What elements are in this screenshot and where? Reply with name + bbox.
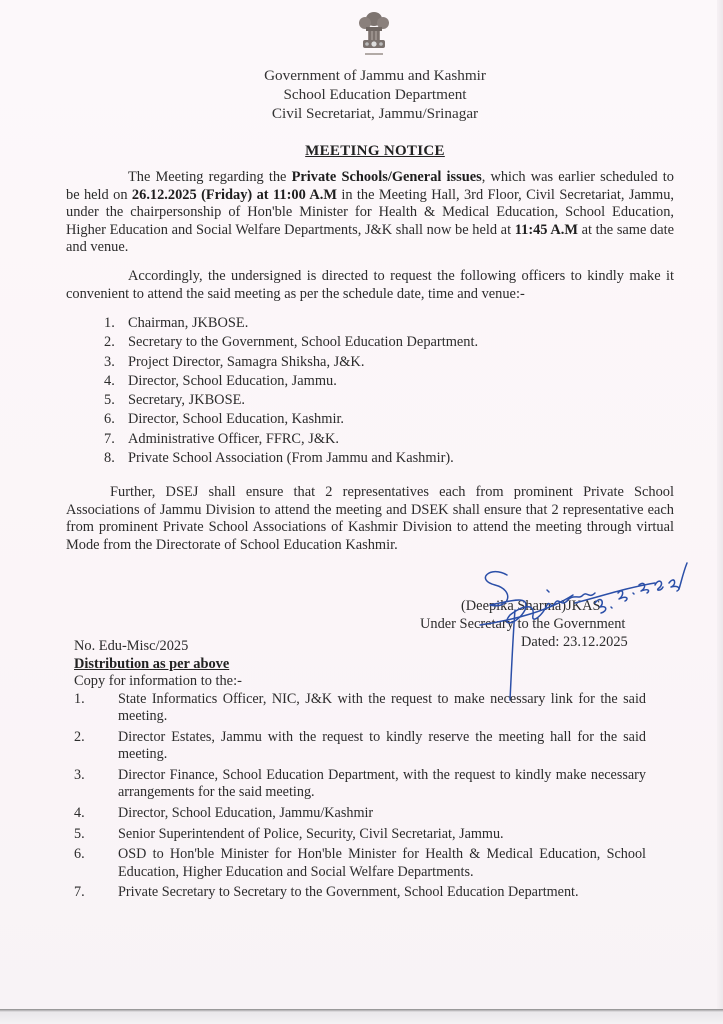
item-text: Administrative Officer, FFRC, J&K. (128, 430, 340, 447)
copy-list (74, 691, 646, 905)
item-number: 4. (104, 372, 115, 389)
item-number: 3. (74, 767, 85, 783)
item-number: 6. (74, 846, 85, 863)
text-span: The Meeting regarding the (128, 169, 292, 185)
item-text: OSD to Hon'ble Minister for Hon'ble Minister for Health & Medical Education, School Education, Higher Education and Social Welfare Departments. (118, 846, 646, 880)
item-number: 1. (104, 315, 115, 331)
signatory-name: (Deepika Sharma)JKAS (461, 598, 601, 614)
letterhead (200, 66, 550, 123)
item-number: 5. (104, 392, 115, 409)
list-item (74, 729, 646, 764)
item-number: 3. (104, 353, 115, 370)
item-text: Project Director, Samagra Shiksha, J&K. (128, 353, 365, 370)
text-span: in the Meeting Hall, 3rd Floor, Civil Secretariat, Jammu, under the chairpersonship of Hon'ble Minister for Health & Medical Education, School Education, Higher Education and Social Welfare Departments, J&K shall now be held at (66, 186, 674, 238)
list-item (104, 430, 584, 449)
list-item (74, 826, 646, 843)
item-number: 6. (104, 411, 115, 428)
paragraph-meeting-details (66, 169, 674, 257)
list-item (104, 449, 584, 468)
page-edge (717, 0, 723, 1024)
text-span: , which was earlier scheduled to be held on (66, 169, 674, 203)
text-span: Further, DSEJ shall ensure that 2 representatives each from prominent Private School Associations of Jammu Division to attend the meeting and DSEK shall ensure that 2 representative each from prominent Private School Associations of Kashmir Division to attend the meeting through virtual Mode from the Directorate of School Education Kashmir. (66, 484, 674, 553)
reference-number: No. Edu-Misc/2025 (74, 638, 189, 654)
list-item (104, 314, 584, 333)
item-text: Private School Association (From Jammu and Kashmir). (128, 450, 454, 467)
list-item (74, 846, 646, 881)
item-text: Chairman, JKBOSE. (128, 315, 249, 331)
list-item (104, 333, 584, 352)
list-item (104, 372, 584, 391)
list-item (74, 691, 646, 726)
item-text: Director, School Education, Jammu/Kashmir (118, 805, 374, 821)
item-number: 7. (104, 430, 115, 447)
list-item (104, 410, 584, 429)
list-item (74, 767, 646, 802)
signatory-designation: Under Secretary to the Government (420, 616, 626, 632)
item-text: Secretary, JKBOSE. (128, 392, 245, 409)
item-text: Director Estates, Jammu with the request to kindly reserve the meeting hall for the said meeting. (118, 729, 646, 763)
new-time: 11:45 A.M (514, 221, 578, 238)
item-number: 7. (74, 884, 85, 901)
item-text: Director, School Education, Kashmir. (128, 411, 345, 428)
copy-intro: Copy for information to the:- (74, 673, 242, 689)
item-number: 2. (104, 334, 115, 351)
original-schedule: 26.12.2025 (Friday) at 11:00 A.M (131, 186, 337, 203)
item-text: Director, School Education, Jammu. (128, 372, 337, 389)
item-text: Private Secretary to Secretary to the Government, School Education Department. (118, 884, 579, 901)
item-number: 1. (74, 691, 85, 707)
signature-date (521, 634, 628, 651)
text-span: Accordingly, the undersigned is directed to request the following officers to kindly make it convenient to attend the said meeting as per the schedule date, time and venue:- (66, 268, 674, 302)
paragraph-representatives (66, 484, 674, 554)
meeting-subject: Private Schools/General issues (291, 169, 482, 185)
letterhead-department: School Education Department (283, 86, 467, 103)
list-item (74, 805, 646, 822)
dated-label: Dated: (521, 634, 563, 650)
notice-title: MEETING NOTICE (305, 143, 445, 159)
item-number: 4. (74, 805, 85, 821)
list-item (104, 391, 584, 410)
item-number: 2. (74, 729, 85, 745)
text-span: at the same date and venue. (66, 221, 674, 256)
letterhead-government: Government of Jammu and Kashmir (264, 67, 486, 84)
dated-value: 23.12.2025 (562, 634, 628, 650)
item-number: 8. (104, 450, 115, 467)
item-text: State Informatics Officer, NIC, J&K with the request to make necessary link for the said meeting. (118, 691, 646, 725)
national-emblem-icon (355, 10, 393, 62)
item-number: 5. (74, 825, 85, 842)
item-text: Director Finance, School Education Department, with the request to kindly make necessary arrangements for the said meeting. (118, 767, 646, 801)
officers-list (104, 314, 584, 468)
letterhead-address: Civil Secretariat, Jammu/Srinagar (271, 105, 479, 122)
item-text: Senior Superintendent of Police, Security, Civil Secretariat, Jammu. (118, 825, 504, 842)
paragraph-request (66, 268, 674, 303)
page-shadow (0, 1009, 723, 1024)
list-item (104, 353, 584, 372)
distribution-heading: Distribution as per above (74, 656, 230, 672)
item-text: Secretary to the Government, School Education Department. (128, 334, 479, 351)
list-item (74, 884, 646, 901)
